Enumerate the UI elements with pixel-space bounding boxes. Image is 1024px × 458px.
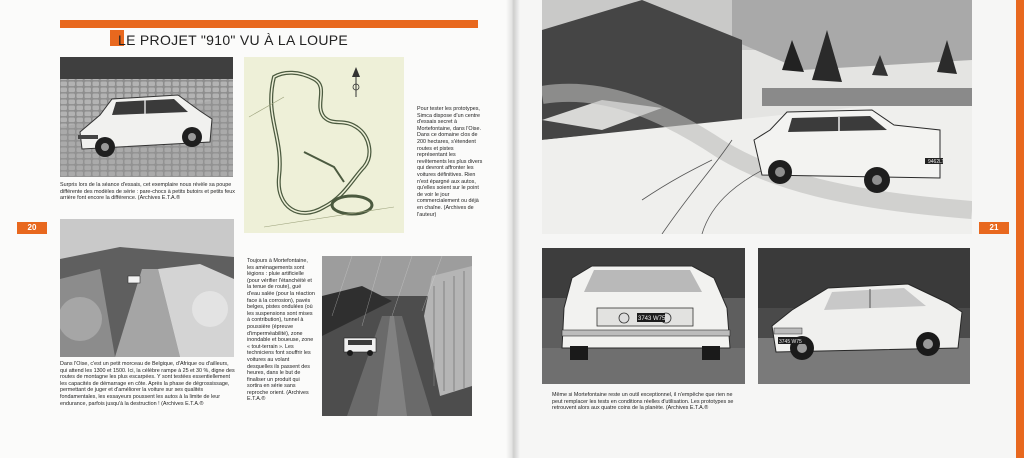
photo-snow-road	[542, 0, 972, 234]
caption-steep-ramp: Dans l'Oise, c'est un petit morceau de Belgique, d'Afrique ou d'ailleurs, qui attend les 1300 et 1500. Ici, la célèbre rampe à 25 et 30 %, digne des routes de montagne les plus escarpées. Y sont testées essentiellement les capacités de démarrage en côte. Après la phase de dégrossissage, permettant de juger et d'améliorer la voiture sur ses qualités fondamentales, les essayeurs poussent les autos à la limite de leur endurance, parfois jusqu'à la destruction ! (Archives E.T.A.®	[60, 361, 235, 407]
caption-car-cobblestones: Surpris lors de la séance d'essais, cet exemplaire nous révèle sa poupe différente des modèles de série : pare-chocs à petits butoirs et petits feux arrière font encore la différence. (Archives E.T.A.®	[60, 182, 235, 202]
caption-exceptional-tool: Même si Mortefontaine reste un outil exceptionnel, il n'empêche que rien ne peut remplacer les tests en conditions réelles d'utilisation. Les prototypes se retrouvent alors aux quatre coins de la planète. (Archives E.T.A.®	[552, 392, 734, 412]
photo-front-car	[542, 248, 745, 384]
plate-front-car: 3743 W75	[638, 316, 666, 322]
caption-mortefontaine-trial: Toujours à Mortefontaine, les aménagements sont légions : pluie artificielle (pour vérifier l'étanchéité et la tenue de route), gué d'eau salée (pour la réaction face à la corrosion), pavés belges, pistes ondulées (où les suspensions sont mises à contribution), tunnel à poussière (épreuve d'imperméabilité), zone inondable et boueuse, zone « tout-terrain ». Les techniciens font souffrir les voitures au volant desquelles ils passent des heures, dans le but de finaliser un produit qui sortira en série sans reproche orient. (Archives E.T.A.®	[247, 258, 315, 403]
header-bar	[60, 20, 478, 28]
photo-steep-ramp	[60, 219, 234, 357]
page-title: LE PROJET "910" VU À LA LOUPE	[118, 32, 349, 48]
page-edge-accent	[1016, 0, 1024, 458]
photo-rain-test	[322, 256, 472, 416]
caption-track-map: Pour tester les prototypes, Simca dispose d'un centre d'essais secret à Mortefontaine, dans l'Oise. Dans ce domaine clos de 200 hectares, s'étendent routes et pistes représentant les revêtements les plus divers qui devront affronter les voitures définitives. Rien n'est épargné aux autos, qu'elles soient sur le point de voir le jour commercialement ou déjà en chaîne. (Archives de l'auteur)	[417, 106, 483, 218]
photo-car-cobblestones	[60, 57, 233, 177]
right-page	[512, 0, 1024, 458]
photo-side-car	[758, 248, 970, 384]
page-number-left: 20	[17, 222, 47, 234]
plate-side-car: 3745 W75	[779, 339, 802, 345]
book-gutter	[506, 0, 520, 458]
page-number-right: 21	[979, 222, 1009, 234]
plate-snow-car: 9462LT 78	[928, 159, 952, 165]
map-test-track	[244, 57, 404, 233]
